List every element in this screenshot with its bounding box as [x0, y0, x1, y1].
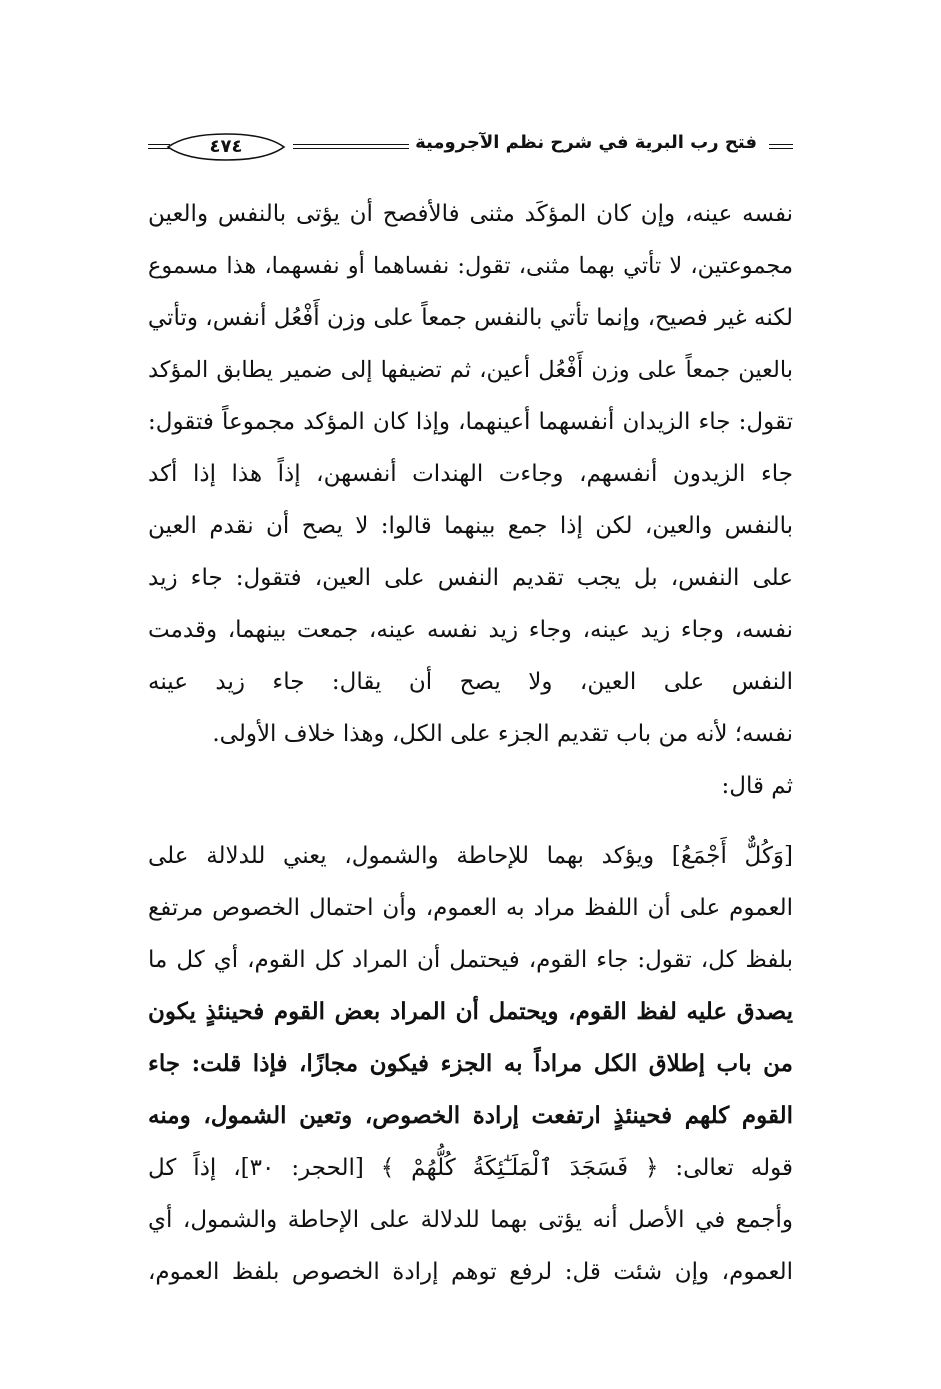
page-number-badge	[166, 132, 286, 162]
text-line: تقول: جاء الزيدان أنفسهما أعينهما، وإذا كان المؤكد مجموعاً فتقول:	[148, 409, 793, 435]
text-line: من باب إطلاق الكل مراداً به الجزء فيكون مجازًا، فإذا قلت: جاء	[148, 1050, 793, 1077]
page-number: ٤٧٤	[209, 136, 243, 157]
text-line: بلفظ كل، تقول: جاء القوم، فيحتمل أن المراد كل القوم، أي كل ما	[148, 947, 793, 973]
running-header	[148, 130, 793, 166]
text-line: بالعين جمعاً على وزن أَفْعُل أعين، ثم تضيفها إلى ضمير يطابق المؤكد	[148, 357, 793, 383]
page-body	[148, 188, 793, 1298]
header-rule-right	[769, 144, 793, 149]
text-line: ثم قال:	[721, 773, 793, 799]
text-line: العموم، وإن شئت قل: لرفع توهم إرادة الخصوص بلفظ العموم،	[148, 1259, 793, 1285]
text-line: بالنفس والعين، لكن إذا جمع بينهما قالوا: لا يصح أن نقدم العين	[148, 513, 793, 539]
text-line: نفسه عينه، وإن كان المؤكَد مثنى فالأفصح أن يؤتى بالنفس والعين	[148, 201, 793, 227]
paragraph-1	[148, 188, 793, 812]
text-line: وأجمع في الأصل أنه يؤتى بهما للدلالة على الإحاطة والشمول، أي	[148, 1207, 793, 1233]
text-line: [وَكُلٌّ أَجْمَعُ] ويؤكد بهما للإحاطة والشمول، يعني للدلالة على	[148, 843, 793, 869]
text-line: العموم على أن اللفظ مراد به العموم، وأن احتمال الخصوص مرتفع	[148, 895, 793, 921]
text-line: النفس على العين، ولا يصح أن يقال: جاء زيد عينه	[148, 669, 793, 695]
text-line: مجموعتين، لا تأتي بهما مثنى، تقول: نفساهما أو نفسهما، هذا مسموع	[148, 253, 793, 279]
text-line: قوله تعالى: ﴿ فَسَجَدَ ٱلْمَلَـٰٓئِكَةُ كُلُّهُمْ ﴾ [الحجر: ٣٠]، إذاً كل	[148, 1155, 793, 1181]
text-line: نفسه؛ لأنه من باب تقديم الجزء على الكل، وهذا خلاف الأولى.	[212, 721, 793, 747]
text-line: جاء الزيدون أنفسهم، وجاءت الهندات أنفسهن، إذاً هذا إذا أكد	[148, 461, 793, 487]
paragraph-2	[148, 830, 793, 1298]
book-title: فتح رب البرية في شرح نظم الآجرومية	[409, 132, 763, 153]
text-line: القوم كلهم فحينئذٍ ارتفعت إرادة الخصوص، وتعين الشمول، ومنه	[148, 1102, 793, 1129]
text-line: نفسه، وجاء زيد عينه، وجاء زيد نفسه عينه، جمعت بينهما، وقدمت	[148, 617, 793, 643]
text-line: يصدق عليه لفظ القوم، ويحتمل أن المراد بعض القوم فحينئذٍ يكون	[148, 998, 793, 1025]
text-line: لكنه غير فصيح، وإنما تأتي بالنفس جمعاً على وزن أَفْعُل أنفس، وتأتي	[148, 305, 793, 331]
paragraph-gap	[148, 812, 793, 830]
text-line: على النفس، بل يجب تقديم النفس على العين، فتقول: جاء زيد	[148, 565, 793, 591]
